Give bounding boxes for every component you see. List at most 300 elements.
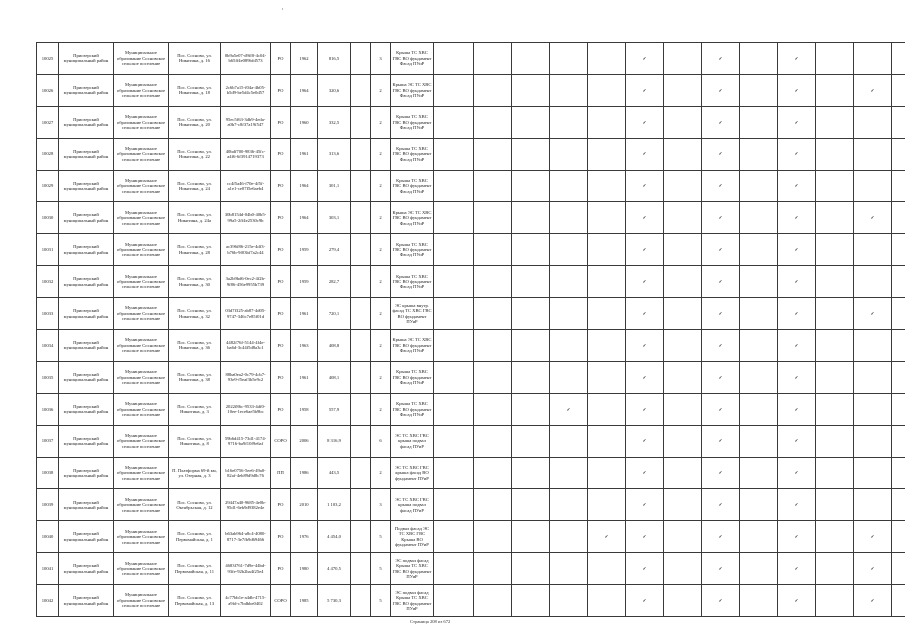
table-row — [37, 457, 905, 489]
empty-check-cell — [588, 330, 626, 362]
empty-cell — [351, 202, 371, 234]
type-cell: СОРО — [271, 425, 291, 457]
area-cell: 4 454,0 — [318, 521, 351, 553]
empty-check-cell — [892, 234, 905, 266]
empty-check-cell — [474, 521, 512, 553]
address-cell: Пос. Сосново, ул. Первомайская, д. 13 — [169, 585, 221, 617]
empty-check-cell — [474, 106, 512, 138]
empty-check-cell — [854, 393, 892, 425]
checkmark-icon: ✓ — [626, 170, 664, 202]
table-row — [37, 585, 905, 617]
empty-check-cell — [816, 106, 854, 138]
checkmark-icon: ✓ — [702, 425, 740, 457]
empty-cell — [351, 298, 371, 330]
checkmark-icon: ✓ — [778, 234, 816, 266]
floors-cell: 2 — [371, 138, 391, 170]
empty-check-cell — [740, 393, 778, 425]
empty-check-cell — [854, 43, 892, 75]
table-row — [37, 170, 905, 202]
empty-check-cell — [474, 298, 512, 330]
checkmark-icon: ✓ — [702, 521, 740, 553]
guid-cell: ac396f86-215e-4df3-b76b-9f03bf7a2c44 — [221, 234, 271, 266]
year-cell: 1964 — [291, 74, 318, 106]
empty-check-cell — [664, 393, 702, 425]
empty-check-cell — [474, 138, 512, 170]
municipality-cell: Муниципальное образование Сосновское сельское поселение — [114, 425, 169, 457]
empty-check-cell — [892, 74, 905, 106]
guid-cell: 4c77bb1e-a4db-4715-a9fd-c7bdbbe0402 — [221, 585, 271, 617]
empty-cell — [351, 553, 371, 585]
empty-cell — [351, 138, 371, 170]
empty-check-cell — [512, 489, 550, 521]
year-cell: 1976 — [291, 521, 318, 553]
guid-cell: 4482f76f-5144-4f4e-ba6d-3c44f5d8a3c1 — [221, 330, 271, 362]
empty-check-cell — [816, 489, 854, 521]
checkmark-icon: ✓ — [626, 202, 664, 234]
area-cell: 5 730,3 — [318, 585, 351, 617]
empty-check-cell — [588, 361, 626, 393]
empty-check-cell — [550, 266, 588, 298]
area-cell: 443,5 — [318, 457, 351, 489]
municipality-cell: Муниципальное образование Сосновское сельское поселение — [114, 74, 169, 106]
checkmark-icon: ✓ — [854, 202, 892, 234]
type-cell: СОРО — [271, 585, 291, 617]
address-cell: Пос. Сосново, ул. Никитина, д. 28 — [169, 234, 221, 266]
row-id-cell: 10040 — [37, 521, 59, 553]
empty-check-cell — [512, 74, 550, 106]
empty-check-cell — [816, 74, 854, 106]
table-row — [37, 489, 905, 521]
empty-check-cell — [664, 43, 702, 75]
checkmark-icon: ✓ — [550, 393, 588, 425]
empty-check-cell — [512, 43, 550, 75]
empty-check-cell — [816, 138, 854, 170]
municipality-cell: Муниципальное образование Сосновское сельское поселение — [114, 234, 169, 266]
empty-cell — [351, 521, 371, 553]
empty-check-cell — [588, 106, 626, 138]
checkmark-icon: ✓ — [854, 298, 892, 330]
empty-check-cell — [434, 106, 474, 138]
empty-check-cell — [434, 393, 474, 425]
empty-check-cell — [550, 489, 588, 521]
empty-check-cell — [816, 43, 854, 75]
empty-check-cell — [740, 266, 778, 298]
type-cell: РО — [271, 298, 291, 330]
empty-check-cell — [854, 489, 892, 521]
district-cell: Приозерский муниципальный район — [59, 553, 114, 585]
table-row — [37, 74, 905, 106]
type-cell: РО — [271, 330, 291, 362]
type-cell: РО — [271, 234, 291, 266]
empty-check-cell — [892, 585, 905, 617]
type-cell: РО — [271, 138, 291, 170]
empty-check-cell — [892, 457, 905, 489]
empty-check-cell — [740, 298, 778, 330]
municipality-cell: Муниципальное образование Сосновское сельское поселение — [114, 202, 169, 234]
empty-check-cell — [434, 138, 474, 170]
empty-check-cell — [664, 330, 702, 362]
empty-check-cell — [854, 457, 892, 489]
empty-check-cell — [550, 330, 588, 362]
page-number: Страница 208 из 672 — [410, 619, 451, 624]
table-row — [37, 43, 905, 75]
district-cell: Приозерский муниципальный район — [59, 106, 114, 138]
empty-cell — [351, 361, 371, 393]
type-cell: ПП — [271, 457, 291, 489]
empty-check-cell — [892, 266, 905, 298]
year-cell: 1963 — [291, 330, 318, 362]
checkmark-icon: ✓ — [702, 553, 740, 585]
empty-cell — [351, 106, 371, 138]
empty-check-cell — [854, 361, 892, 393]
type-cell: РО — [271, 106, 291, 138]
empty-check-cell — [434, 585, 474, 617]
empty-check-cell — [434, 489, 474, 521]
year-cell: 1961 — [291, 138, 318, 170]
housing-register-table — [36, 42, 905, 617]
empty-check-cell — [588, 170, 626, 202]
empty-cell — [351, 43, 371, 75]
area-cell: 816,5 — [318, 43, 351, 75]
guid-cell: 03d7f325-ab87-4d05-9747-346c7e85f01d — [221, 298, 271, 330]
row-id-cell: 10038 — [37, 457, 59, 489]
floors-cell: 2 — [371, 361, 391, 393]
empty-check-cell — [740, 585, 778, 617]
floors-cell: 2 — [371, 170, 391, 202]
checkmark-icon: ✓ — [778, 330, 816, 362]
table-row — [37, 361, 905, 393]
table-row — [37, 393, 905, 425]
municipality-cell: Муниципальное образование Сосновское сельское поселение — [114, 298, 169, 330]
services-cell: Крыша ТС ХВС ГВС ВО фундамент Фасад ПУиР — [391, 361, 434, 393]
empty-check-cell — [854, 330, 892, 362]
year-cell: 1959 — [291, 266, 318, 298]
empty-check-cell — [588, 202, 626, 234]
empty-check-cell — [434, 521, 474, 553]
checkmark-icon: ✓ — [778, 298, 816, 330]
services-cell: Крыша ЭС ТС ХВС ГВС ВО фундамент Фасад ПУиР — [391, 74, 434, 106]
floors-cell: 5 — [371, 521, 391, 553]
empty-check-cell — [740, 457, 778, 489]
empty-check-cell — [512, 170, 550, 202]
year-cell: 2010 — [291, 489, 318, 521]
floors-cell: 2 — [371, 202, 391, 234]
empty-check-cell — [892, 202, 905, 234]
empty-check-cell — [664, 138, 702, 170]
empty-check-cell — [474, 234, 512, 266]
guid-cell: 29447a40-9685-4e0b-95d1-6eb9d9382e4e — [221, 489, 271, 521]
checkmark-icon: ✓ — [778, 74, 816, 106]
table-row — [37, 330, 905, 362]
empty-check-cell — [434, 266, 474, 298]
district-cell: Приозерский муниципальный район — [59, 425, 114, 457]
empty-check-cell — [740, 361, 778, 393]
checkmark-icon: ✓ — [626, 361, 664, 393]
empty-check-cell — [550, 43, 588, 75]
services-cell: Крыша ТС ХВС ГВС ВО фундамент Фасад ПУиР — [391, 43, 434, 75]
guid-cell: 0b9a5e07-d9ff0-4c04-b65ff4e089bfd573 — [221, 43, 271, 75]
empty-check-cell — [740, 138, 778, 170]
empty-check-cell — [892, 170, 905, 202]
guid-cell: b63ab964-a8c4-4080-8717-3e7fb9d69466 — [221, 521, 271, 553]
empty-check-cell — [892, 361, 905, 393]
municipality-cell: Муниципальное образование Сосновское сельское поселение — [114, 330, 169, 362]
empty-check-cell — [854, 138, 892, 170]
checkmark-icon: ✓ — [588, 521, 626, 553]
checkmark-icon: ✓ — [854, 521, 892, 553]
address-cell: Пос. Сосново, ул. Никитина, д. 18 — [169, 74, 221, 106]
area-cell: 332,5 — [318, 106, 351, 138]
area-cell: 557,9 — [318, 393, 351, 425]
empty-check-cell — [550, 170, 588, 202]
empty-cell — [351, 585, 371, 617]
empty-check-cell — [854, 266, 892, 298]
empty-cell — [351, 74, 371, 106]
empty-check-cell — [664, 521, 702, 553]
checkmark-icon: ✓ — [626, 43, 664, 75]
checkmark-icon: ✓ — [778, 425, 816, 457]
district-cell: Приозерский муниципальный район — [59, 202, 114, 234]
area-cell: 4 470,5 — [318, 553, 351, 585]
district-cell: Приозерский муниципальный район — [59, 138, 114, 170]
address-cell: Пос. Сосново, ул. Никитина, д. 36 — [169, 330, 221, 362]
empty-cell — [351, 234, 371, 266]
floors-cell: 2 — [371, 74, 391, 106]
checkmark-icon: ✓ — [778, 457, 816, 489]
checkmark-icon: ✓ — [778, 393, 816, 425]
year-cell: 2006 — [291, 425, 318, 457]
municipality-cell: Муниципальное образование Сосновское сельское поселение — [114, 138, 169, 170]
type-cell: РО — [271, 521, 291, 553]
empty-check-cell — [550, 138, 588, 170]
row-id-cell: 10029 — [37, 170, 59, 202]
row-id-cell: 10027 — [37, 106, 59, 138]
empty-check-cell — [892, 330, 905, 362]
guid-cell: 2c6b7a15-f04a-4b05-b5d9-be5d4c5e0d57 — [221, 74, 271, 106]
address-cell: Пос. Сосново, ул. Никитина, д. 22 — [169, 138, 221, 170]
checkmark-icon: ✓ — [702, 43, 740, 75]
year-cell: 1960 — [291, 106, 318, 138]
checkmark-icon: ✓ — [702, 393, 740, 425]
empty-check-cell — [816, 425, 854, 457]
checkmark-icon: ✓ — [702, 138, 740, 170]
checkmark-icon: ✓ — [626, 489, 664, 521]
municipality-cell: Муниципальное образование Сосновское сельское поселение — [114, 170, 169, 202]
services-cell: Крыша ТС ХВС ГВС ВО фундамент Фасад ПУиР — [391, 266, 434, 298]
empty-check-cell — [892, 521, 905, 553]
checkmark-icon: ✓ — [778, 585, 816, 617]
table-row — [37, 298, 905, 330]
empty-check-cell — [474, 585, 512, 617]
address-cell: Пос. Сосново, ул. Никитина, д. 32 — [169, 298, 221, 330]
table-row — [37, 138, 905, 170]
area-cell: 1 103,2 — [318, 489, 351, 521]
checkmark-icon: ✓ — [778, 489, 816, 521]
empty-check-cell — [664, 234, 702, 266]
checkmark-icon: ✓ — [702, 330, 740, 362]
empty-check-cell — [664, 170, 702, 202]
services-cell: Подвал фасад ЭС ТС ХВС ГВС Крыша ВО фундамент ПУиР — [391, 521, 434, 553]
empty-cell — [351, 425, 371, 457]
address-cell: Пос. Сосново, ул. Никитина, д. 24 — [169, 170, 221, 202]
empty-check-cell — [664, 74, 702, 106]
empty-check-cell — [664, 106, 702, 138]
checkmark-icon: ✓ — [626, 457, 664, 489]
empty-check-cell — [740, 106, 778, 138]
empty-check-cell — [474, 43, 512, 75]
municipality-cell: Муниципальное образование Сосновское сельское поселение — [114, 457, 169, 489]
empty-check-cell — [434, 298, 474, 330]
address-cell: Пос. Сосново, ул. Никитина, д. 8 — [169, 425, 221, 457]
checkmark-icon: ✓ — [702, 202, 740, 234]
empty-check-cell — [550, 521, 588, 553]
empty-check-cell — [892, 138, 905, 170]
empty-check-cell — [816, 170, 854, 202]
empty-check-cell — [664, 425, 702, 457]
municipality-cell: Муниципальное образование Сосновское сельское поселение — [114, 43, 169, 75]
empty-check-cell — [588, 585, 626, 617]
empty-check-cell — [740, 553, 778, 585]
area-cell: 720,1 — [318, 298, 351, 330]
district-cell: Приозерский муниципальный район — [59, 74, 114, 106]
address-cell: Пос. Сосново, ул. Первомайская, д. 1 — [169, 521, 221, 553]
floors-cell: 2 — [371, 298, 391, 330]
empty-check-cell — [740, 425, 778, 457]
empty-check-cell — [550, 361, 588, 393]
empty-check-cell — [474, 266, 512, 298]
empty-check-cell — [588, 393, 626, 425]
type-cell: РО — [271, 266, 291, 298]
year-cell: 1964 — [291, 170, 318, 202]
guid-cell: 59b6d415-73d1-4174-9716-ba9f10f9e6af — [221, 425, 271, 457]
empty-check-cell — [854, 425, 892, 457]
empty-check-cell — [550, 234, 588, 266]
area-cell: 8 316,9 — [318, 425, 351, 457]
district-cell: Приозерский муниципальный район — [59, 330, 114, 362]
empty-check-cell — [664, 585, 702, 617]
empty-check-cell — [474, 457, 512, 489]
services-cell: ЭС ТС ХВС ГВС крыша подвал фасад ПУиР — [391, 489, 434, 521]
municipality-cell: Муниципальное образование Сосновское сельское поселение — [114, 553, 169, 585]
empty-check-cell — [664, 457, 702, 489]
empty-check-cell — [474, 330, 512, 362]
district-cell: Приозерский муниципальный район — [59, 170, 114, 202]
empty-check-cell — [816, 298, 854, 330]
empty-check-cell — [892, 489, 905, 521]
empty-check-cell — [740, 43, 778, 75]
checkmark-icon: ✓ — [778, 266, 816, 298]
empty-check-cell — [550, 457, 588, 489]
guid-cell: 3a2b9bd6-0ec2-4f2b-9f86-456e9955b739 — [221, 266, 271, 298]
type-cell: РО — [271, 361, 291, 393]
district-cell: Приозерский муниципальный район — [59, 393, 114, 425]
floors-cell: 2 — [371, 106, 391, 138]
district-cell: Приозерский муниципальный район — [59, 521, 114, 553]
empty-check-cell — [434, 361, 474, 393]
floors-cell: 5 — [371, 585, 391, 617]
row-id-cell: 10031 — [37, 234, 59, 266]
empty-check-cell — [816, 361, 854, 393]
row-id-cell: 10032 — [37, 266, 59, 298]
checkmark-icon: ✓ — [778, 521, 816, 553]
empty-check-cell — [740, 330, 778, 362]
empty-check-cell — [740, 489, 778, 521]
empty-check-cell — [434, 234, 474, 266]
type-cell: РО — [271, 553, 291, 585]
address-cell: Пос. Сосново, ул. Никитина, д. 30 — [169, 266, 221, 298]
year-cell: 1985 — [291, 585, 318, 617]
empty-check-cell — [892, 298, 905, 330]
empty-check-cell — [816, 553, 854, 585]
row-id-cell: 10033 — [37, 298, 59, 330]
checkmark-icon: ✓ — [626, 425, 664, 457]
empty-check-cell — [512, 521, 550, 553]
guid-cell: 88ba0ea2-0c79-4cb7-93e9-f5eaf3b5e9c2 — [221, 361, 271, 393]
floors-cell: 3 — [371, 43, 391, 75]
empty-check-cell — [512, 361, 550, 393]
year-cell: 1986 — [291, 457, 318, 489]
area-cell: 303,1 — [318, 202, 351, 234]
address-cell: Пос. Сосново, ул. Никитина, д. 38 — [169, 361, 221, 393]
empty-check-cell — [854, 170, 892, 202]
services-cell: ЭС ТС ХВС ГВС крыша подвал фасад ПУиР — [391, 425, 434, 457]
empty-check-cell — [512, 298, 550, 330]
checkmark-icon: ✓ — [702, 106, 740, 138]
type-cell: РО — [271, 74, 291, 106]
services-cell: Крыша ЭС ТС ХВС ГВС ВО фундамент Фасад ПУиР — [391, 330, 434, 362]
empty-check-cell — [512, 266, 550, 298]
guid-cell: 4683f761-7d9e-44bd-93fe-92b2ba4f25e4 — [221, 553, 271, 585]
checkmark-icon: ✓ — [626, 553, 664, 585]
year-cell: 1961 — [291, 361, 318, 393]
empty-check-cell — [892, 553, 905, 585]
empty-check-cell — [740, 234, 778, 266]
empty-check-cell — [892, 106, 905, 138]
checkmark-icon: ✓ — [778, 43, 816, 75]
table-row — [37, 425, 905, 457]
empty-check-cell — [664, 489, 702, 521]
guid-cell: 40bdf700-9836-45fc-a4f6-6f3914719373 — [221, 138, 271, 170]
district-cell: Приозерский муниципальный район — [59, 361, 114, 393]
empty-check-cell — [474, 202, 512, 234]
checkmark-icon: ✓ — [778, 138, 816, 170]
empty-check-cell — [512, 393, 550, 425]
empty-check-cell — [854, 234, 892, 266]
municipality-cell: Муниципальное образование Сосновское сельское поселение — [114, 489, 169, 521]
services-cell: ЭС подвал фасад Крыша ТС ХВС ГВС ВО фундамент ПУиР — [391, 585, 434, 617]
address-cell: Пос. Сосново, ул. Никитина, д. 20 — [169, 106, 221, 138]
empty-check-cell — [740, 202, 778, 234]
services-cell: Крыша ТС ХВС ГВС ВО фундамент Фасад ПУиР — [391, 170, 434, 202]
empty-check-cell — [550, 585, 588, 617]
table-body — [37, 43, 905, 617]
checkmark-icon: ✓ — [626, 266, 664, 298]
checkmark-icon: ✓ — [626, 585, 664, 617]
empty-check-cell — [854, 106, 892, 138]
checkmark-icon: ✓ — [854, 553, 892, 585]
empty-check-cell — [664, 266, 702, 298]
empty-check-cell — [816, 585, 854, 617]
guid-cell: b16e0756-5ee6-49a0-82af-4eb89d9d8c76 — [221, 457, 271, 489]
checkmark-icon: ✓ — [702, 266, 740, 298]
services-cell: Крыша ТС ХВС ГВС ВО фундамент Фасад ПУиР — [391, 138, 434, 170]
empty-check-cell — [892, 43, 905, 75]
area-cell: 408,1 — [318, 361, 351, 393]
floors-cell: 2 — [371, 330, 391, 362]
area-cell: 320,6 — [318, 74, 351, 106]
floors-cell: 2 — [371, 234, 391, 266]
empty-check-cell — [588, 489, 626, 521]
